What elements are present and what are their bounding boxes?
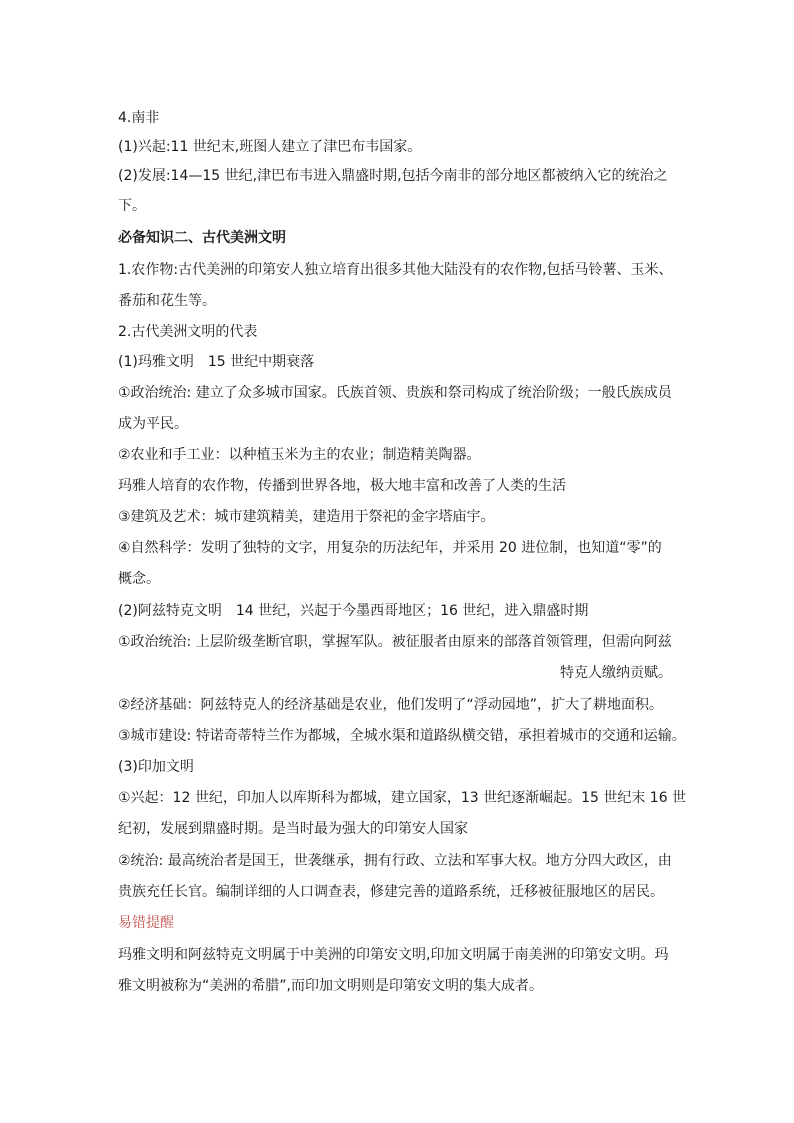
paragraph-line-right-aligned: 特克人缴纳贡赋。: [560, 665, 672, 681]
paragraph-line: ④自然科学：发明了独特的文字，用复杂的历法纪年，并采用 20 进位制，也知道“零”的: [118, 540, 662, 556]
paragraph-line: ①兴起：12 世纪，印加人以库斯科为都城，建立国家，13 世纪逐渐崛起。15 世纪末 16 世: [118, 790, 687, 806]
paragraph-line: 概念。: [118, 571, 160, 587]
paragraph-line: 贵族充任长官。编制详细的人口调查表，修建完善的道路系统，迁移被征服地区的居民。: [118, 884, 664, 900]
paragraph-line: 1.农作物:古代美洲的印第安人独立培育出很多其他大陆没有的农作物,包括马铃薯、玉米、: [118, 262, 673, 278]
paragraph-line: (1)兴起:11 世纪末,班图人建立了津巴布韦国家。: [118, 139, 422, 155]
paragraph-line: 番茄和花生等。: [118, 293, 216, 309]
tip-heading: 易错提醒: [118, 915, 174, 931]
subsection-heading-maya: (1)玛雅文明 15 世纪中期衰落: [118, 354, 315, 370]
paragraph-line: ②农业和手工业：以种植玉米为主的农业；制造精美陶器。: [118, 447, 481, 463]
subsection-heading-aztec: (2)阿兹特克文明 14 世纪，兴起于今墨西哥地区；16 世纪，进入鼎盛时期: [118, 603, 589, 619]
paragraph-line: 下。: [118, 198, 146, 214]
section-heading-americas: 必备知识二、古代美洲文明: [118, 230, 286, 246]
paragraph-line: ①政治统治: 建立了众多城市国家。氏族首领、贵族和祭司构成了统治阶级；一般氏族成员: [118, 385, 672, 401]
tip-paragraph-line: 雅文明被称为“美洲的希腊”,而印加文明则是印第安文明的集大成者。: [118, 978, 543, 994]
paragraph-line: ①政治统治: 上层阶级垄断官职，掌握军队。被征服者由原来的部落首领管理，但需向阿兹: [118, 634, 672, 650]
tip-paragraph-line: 玛雅文明和阿兹特克文明属于中美洲的印第安文明,印加文明属于南美洲的印第安文明。玛: [118, 947, 669, 963]
paragraph-line: 玛雅人培育的农作物，传播到世界各地，极大地丰富和改善了人类的生活: [118, 478, 566, 494]
paragraph-line: 成为平民。: [118, 416, 188, 432]
paragraph-line: ②经济基础：阿兹特克人的经济基础是农业，他们发明了“浮动园地”，扩大了耕地面积。: [118, 697, 664, 713]
paragraph-line: ③建筑及艺术：城市建筑精美，建造用于祭祀的金字塔庙宇。: [118, 509, 495, 525]
paragraph-line: 纪初，发展到鼎盛时期。是当时最为强大的印第安人国家: [118, 821, 468, 837]
subsection-heading: 2.古代美洲文明的代表: [118, 324, 258, 340]
section-heading-south-africa: 4.南非: [118, 110, 160, 126]
paragraph-line: ③城市建设: 特诺奇蒂特兰作为都城，全城水渠和道路纵横交错，承担着城市的交通和运输。: [118, 728, 686, 744]
paragraph-line: (2)发展:14—15 世纪,津巴布韦进入鼎盛时期,包括今南非的部分地区都被纳入它的统治之: [118, 168, 668, 184]
subsection-heading-inca: (3)印加文明: [118, 759, 194, 775]
paragraph-line: ②统治: 最高统治者是国王，世袭继承，拥有行政、立法和军事大权。地方分四大政区，由: [118, 853, 672, 869]
